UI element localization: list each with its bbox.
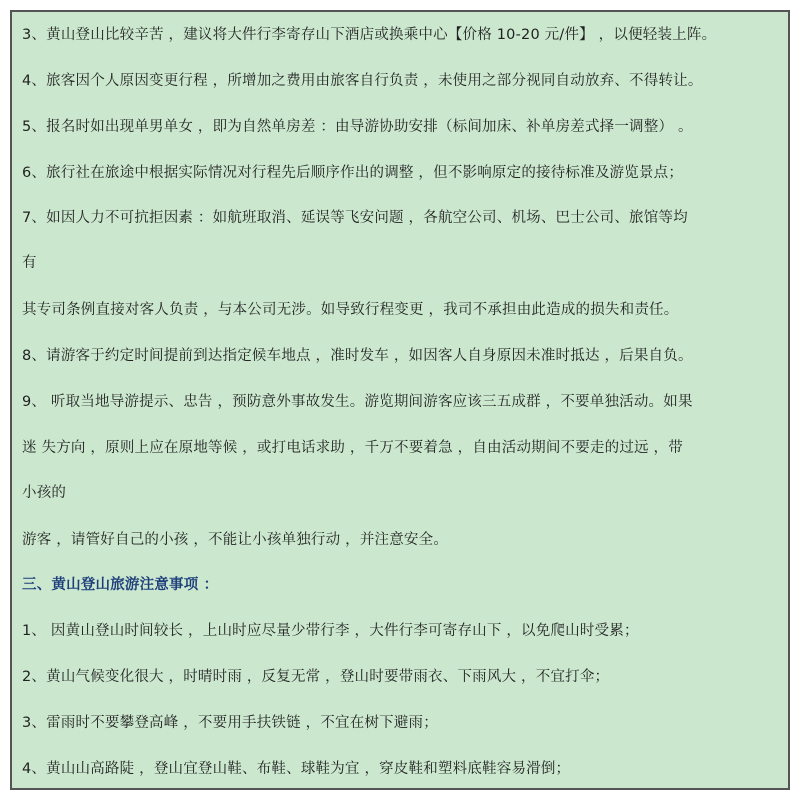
- text-line: 其专司条例直接对客人负责 ，与本公司无涉。如导致行程变更 ，我司不承担由此造成的损失和责任。: [22, 302, 679, 318]
- text-line: 5、报名时如出现单男单女 ，即为自然单房差 ：由导游协助安排（标间加床、补单房差式择一调整） 。: [22, 119, 693, 135]
- notice-panel: [10, 10, 790, 790]
- text-line: 6、旅行社在旅途中根据实际情况对行程先后顺序作出的调整 ，但不影响原定的接待标准及游览景点；: [22, 165, 684, 181]
- text-line: 4、黄山山高路陡 ，登山宜登山鞋、布鞋、球鞋为宜 ，穿皮鞋和塑料底鞋容易滑倒；: [22, 761, 571, 777]
- section-heading: 三、黄山登山旅游注意事项 ：: [22, 577, 219, 593]
- text-line: 4、旅客因个人原因变更行程 ，所增加之费用由旅客自行负责 ，未使用之部分视同自动放弃、不得转让。: [22, 73, 703, 89]
- text-line: 3、黄山登山比较辛苦 ，建议将大件行李寄存山下酒店或换乘中心【价格 10-20 元/件】 ，以便轻装上阵。: [22, 27, 717, 43]
- text-line: 8、请游客于约定时间提前到达指定候车地点 ，准时发车 ，如因客人自身原因未准时抵达 ，后果自负。: [22, 348, 693, 364]
- text-line: 小孩的: [22, 485, 67, 501]
- text-line: 3、雷雨时不要攀登高峰 ，不要用手扶铁链 ，不宜在树下避雨；: [22, 715, 438, 731]
- text-line: 有: [22, 255, 37, 271]
- text-line: 2、黄山气候变化很大 ，时晴时雨 ，反复无常 ，登山时要带雨衣、下雨风大 ，不宜打伞；: [22, 669, 610, 685]
- text-line: 7、如因人力不可抗拒因素 ：如航班取消、延误等飞安问题 ，各航空公司、机场、巴士公司、旅馆等均: [22, 210, 688, 226]
- text-line: 9、 听取当地导游提示、忠告 ，预防意外事故发生。游览期间游客应该三五成群 ，不要单独活动。如果: [22, 394, 693, 410]
- text-line: 1、 因黄山登山时间较长 ，上山时应尽量少带行李 ，大件行李可寄存山下 ，以免爬山时受累；: [22, 623, 639, 639]
- text-line: 游客 ，请管好自己的小孩 ，不能让小孩单独行动 ，并注意安全。: [22, 532, 449, 548]
- text-line: 迷 失方向 ，原则上应在原地等候 ，或打电话求助 ，千万不要着急 ，自由活动期间不要走的过远 ，带: [22, 440, 683, 456]
